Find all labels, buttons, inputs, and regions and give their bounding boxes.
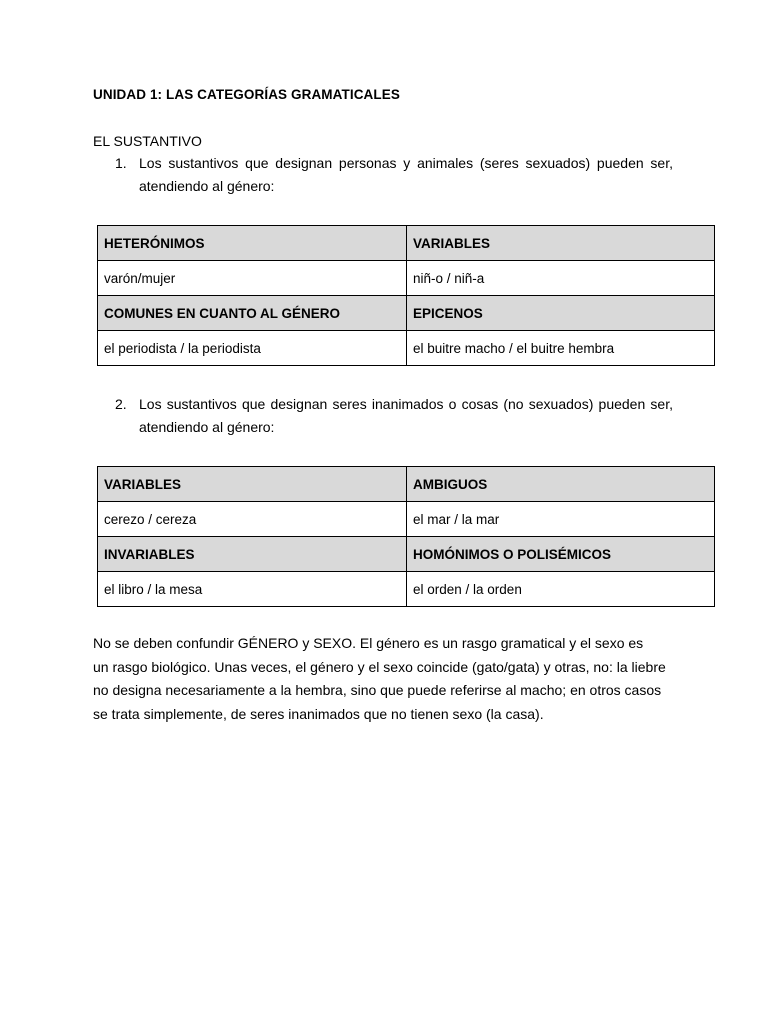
table-header-row [98, 467, 715, 502]
table-header-cell: EPICENOS [407, 296, 715, 331]
list-item-text: Los sustantivos que designan seres inanimados o cosas (no sexuados) pueden ser, atendiendo al género: [139, 396, 673, 435]
table-row [98, 261, 715, 296]
paragraph-line: No se deben confundir GÉNERO y SEXO. El género es un rasgo gramatical y el sexo es [93, 635, 644, 651]
paragraph-line: se trata simplemente, de seres inanimados que no tienen sexo (la casa). [93, 706, 544, 723]
list-item [93, 152, 673, 198]
table-cell: el mar / la mar [407, 502, 715, 537]
table-header-row [98, 537, 715, 572]
paragraph-line: no designa necesariamente a la hembra, sino que puede referirse al macho; en otros casos [93, 682, 662, 699]
section-heading: EL SUSTANTIVO [93, 133, 202, 149]
closing-paragraph [93, 632, 693, 727]
table-cell: el periodista / la periodista [98, 331, 407, 366]
list-item-text: Los sustantivos que designan personas y animales (seres sexuados) pueden ser, atendiendo al género: [139, 155, 673, 194]
list-item-number: 1. [115, 155, 127, 171]
table-row [98, 572, 715, 607]
table-header-cell: INVARIABLES [98, 537, 407, 572]
table-row [98, 331, 715, 366]
table-cell: niñ-o / niñ-a [407, 261, 715, 296]
table-header-cell: HETERÓNIMOS [98, 226, 407, 261]
table-row [98, 502, 715, 537]
table-header-cell: HOMÓNIMOS O POLISÉMICOS [407, 537, 715, 572]
table-cell: el libro / la mesa [98, 572, 407, 607]
table-header-cell: AMBIGUOS [407, 467, 715, 502]
table-header-row [98, 296, 715, 331]
table-header-cell: VARIABLES [98, 467, 407, 502]
table-header-cell: COMUNES EN CUANTO AL GÉNERO [98, 296, 407, 331]
paragraph-line: un rasgo biológico. Unas veces, el género y el sexo coincide (gato/gata) y otras, no: la liebre [93, 658, 666, 675]
table-cell: el buitre macho / el buitre hembra [407, 331, 715, 366]
list-item [93, 393, 673, 439]
gender-table-animate [97, 225, 715, 366]
table-header-row [98, 226, 715, 261]
table-cell: cerezo / cereza [98, 502, 407, 537]
table-cell: varón/mujer [98, 261, 407, 296]
gender-table-inanimate [97, 466, 715, 607]
table-cell: el orden / la orden [407, 572, 715, 607]
page-title: UNIDAD 1: LAS CATEGORÍAS GRAMATICALES [93, 87, 400, 102]
table-header-cell: VARIABLES [407, 226, 715, 261]
list-item-number: 2. [115, 396, 127, 412]
